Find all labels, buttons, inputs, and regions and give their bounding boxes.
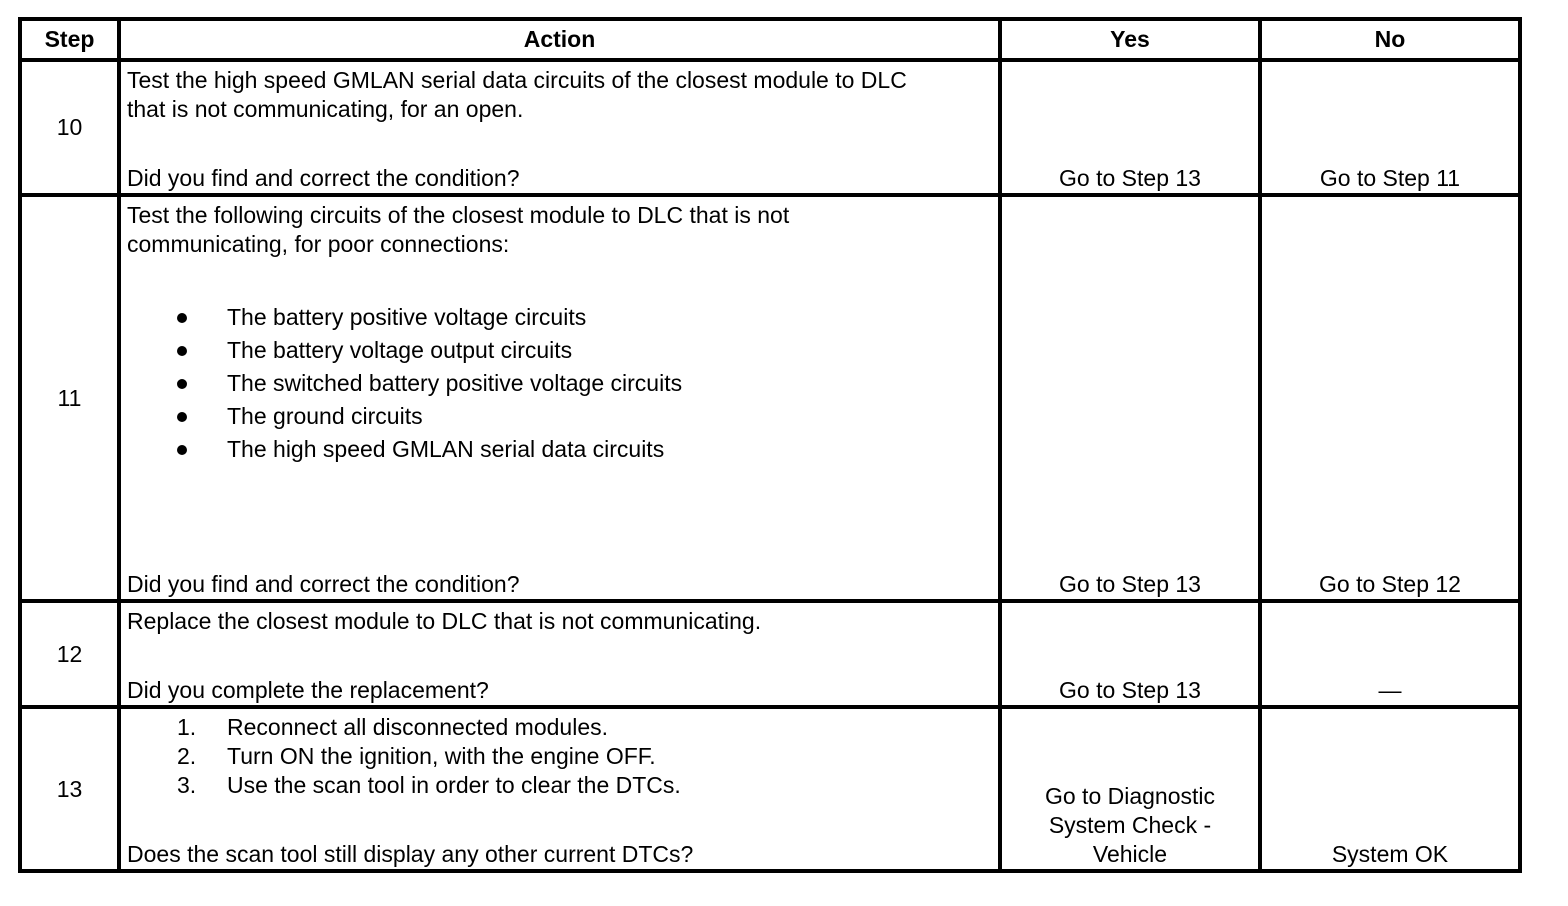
yes-cell <box>1000 601 1260 707</box>
action-line: that is not communicating, for an open. <box>127 96 524 122</box>
yes-cell <box>1000 60 1260 195</box>
yes-result-line: Vehicle <box>1092 841 1168 867</box>
table-row <box>20 60 1520 195</box>
item-number: 1. <box>177 714 197 740</box>
yes-result: Go to Step 13 <box>1059 165 1201 191</box>
no-result: — <box>1378 677 1402 703</box>
action-line: Replace the closest module to DLC that is not communicating. <box>127 608 762 634</box>
no-result: System OK <box>1331 841 1449 867</box>
yes-result-line: Go to Diagnostic <box>1044 783 1216 809</box>
yes-result: Go to Step 13 <box>1059 677 1201 703</box>
no-result: Go to Step 11 <box>1319 165 1461 191</box>
bullet-item <box>127 367 988 400</box>
table-row <box>20 195 1520 601</box>
step-number: 11 <box>20 195 119 601</box>
diagnostic-table <box>18 17 1522 873</box>
action-text <box>127 713 988 800</box>
header-row <box>20 19 1520 60</box>
action-line: Test the following circuits of the closest module to DLC that is not <box>127 202 790 228</box>
action-cell <box>119 195 1000 601</box>
step-number: 12 <box>20 601 119 707</box>
table-row <box>20 707 1520 871</box>
action-question: Did you find and correct the condition? <box>127 571 520 597</box>
bullet-item <box>127 301 988 334</box>
bullet-list <box>127 301 988 466</box>
action-cell <box>119 60 1000 195</box>
item-number: 2. <box>177 743 197 769</box>
yes-cell <box>1000 195 1260 601</box>
item-text: Reconnect all disconnected modules. <box>227 714 609 740</box>
no-cell <box>1260 195 1520 601</box>
numbered-item <box>127 713 988 742</box>
action-text <box>127 66 988 124</box>
numbered-item <box>127 742 988 771</box>
bullet-icon <box>177 313 187 323</box>
bullet-item <box>127 400 988 433</box>
action-cell <box>119 707 1000 871</box>
table-row <box>20 601 1520 707</box>
action-question: Did you find and correct the condition? <box>127 165 520 191</box>
numbered-item <box>127 771 988 800</box>
header-action: Action <box>119 19 1000 60</box>
item-text: Turn ON the ignition, with the engine OFF. <box>227 743 656 769</box>
action-line: Test the high speed GMLAN serial data circuits of the closest module to DLC <box>127 67 907 93</box>
yes-cell <box>1000 707 1260 871</box>
action-cell <box>119 601 1000 707</box>
yes-result-line: System Check - <box>1048 812 1212 838</box>
bullet-text: The battery voltage output circuits <box>227 337 573 363</box>
yes-result: Go to Step 13 <box>1059 571 1201 597</box>
no-cell <box>1260 60 1520 195</box>
action-text <box>127 201 988 466</box>
header-step: Step <box>20 19 119 60</box>
step-number: 10 <box>20 60 119 195</box>
header-no: No <box>1260 19 1520 60</box>
action-question: Does the scan tool still display any other current DTCs? <box>127 841 694 867</box>
no-cell <box>1260 707 1520 871</box>
item-text: Use the scan tool in order to clear the DTCs. <box>227 772 681 798</box>
numbered-list <box>127 713 988 800</box>
step-number: 13 <box>20 707 119 871</box>
no-result: Go to Step 12 <box>1319 571 1461 597</box>
bullet-icon <box>177 346 187 356</box>
bullet-text: The ground circuits <box>227 403 423 429</box>
bullet-icon <box>177 412 187 422</box>
bullet-icon <box>177 379 187 389</box>
bullet-text: The battery positive voltage circuits <box>227 304 587 330</box>
bullet-text: The switched battery positive voltage circuits <box>227 370 683 396</box>
bullet-item <box>127 334 988 367</box>
action-line: communicating, for poor connections: <box>127 231 510 257</box>
action-question: Did you complete the replacement? <box>127 677 489 703</box>
bullet-item <box>127 433 988 466</box>
item-number: 3. <box>177 772 197 798</box>
header-yes: Yes <box>1000 19 1260 60</box>
no-cell <box>1260 601 1520 707</box>
bullet-icon <box>177 445 187 455</box>
action-text <box>127 607 988 636</box>
bullet-text: The high speed GMLAN serial data circuits <box>227 436 665 462</box>
